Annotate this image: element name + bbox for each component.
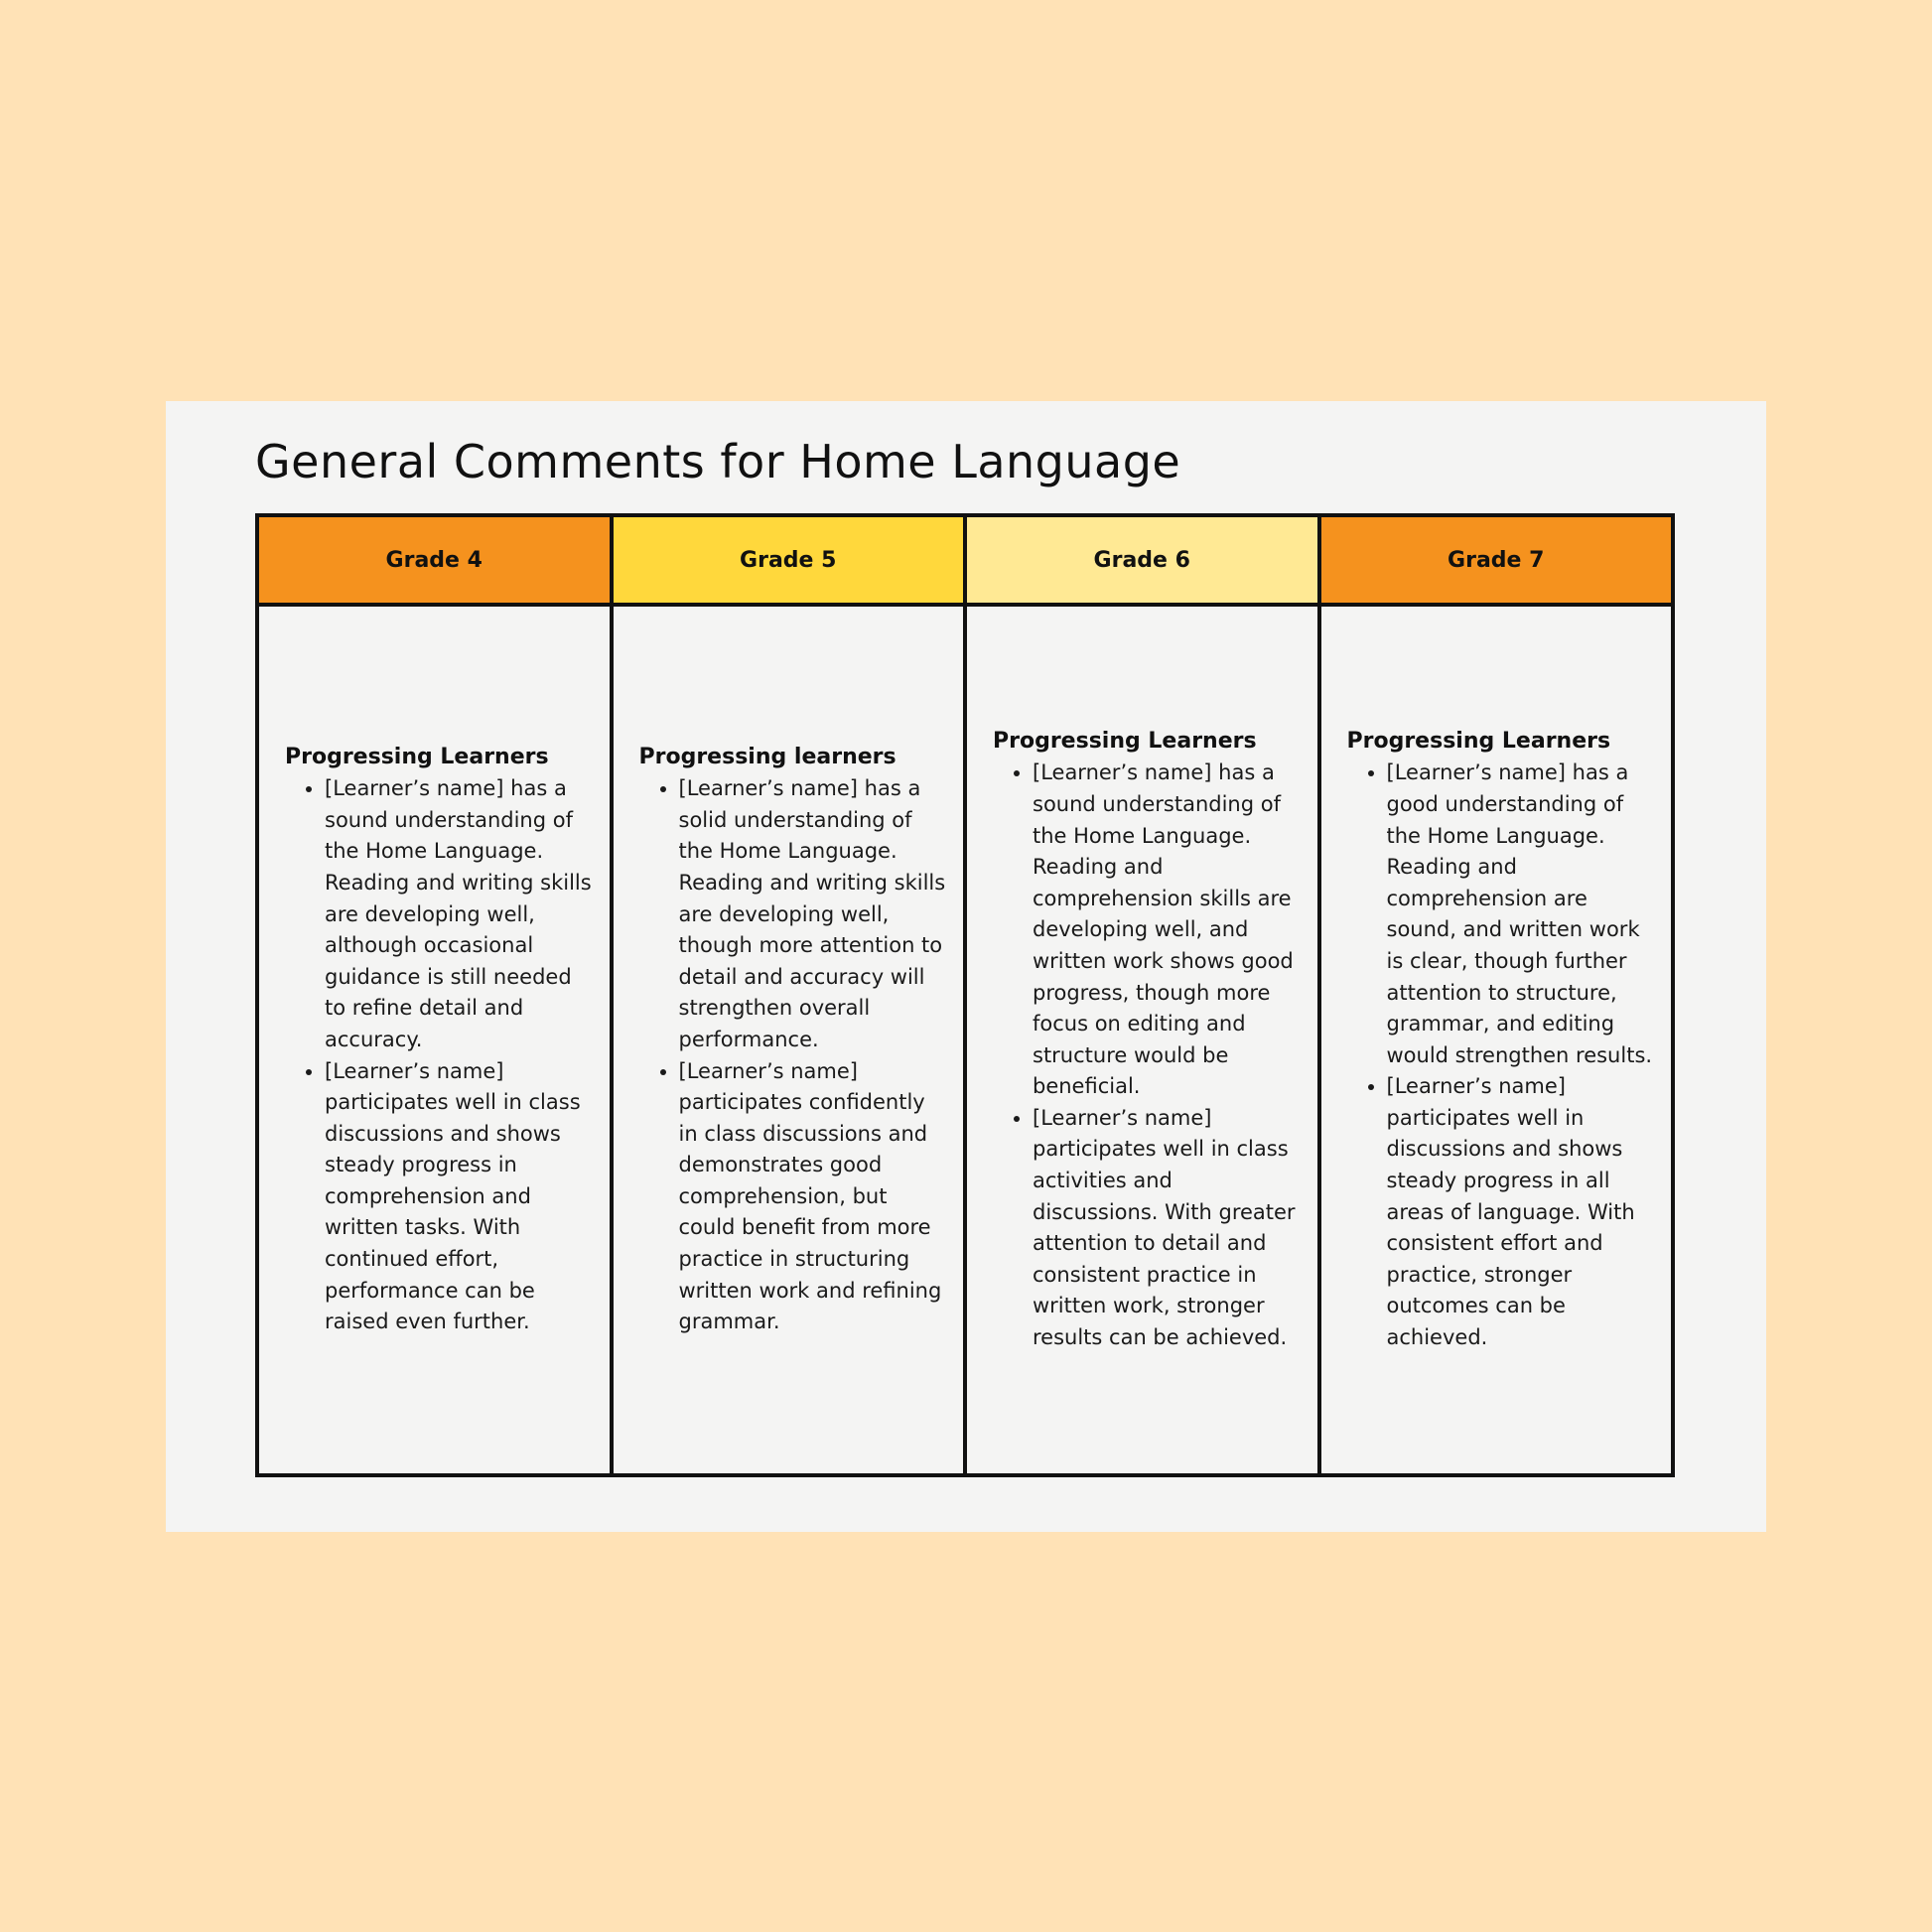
comment-item: • [Learner’s name] has a sound understanding of the Home Language. Reading and writing skills are developing well, although occasional guidance is still needed to refine detail and accuracy. (325, 773, 596, 1055)
comment-item: • [Learner’s name] participates confidently in class discussions and demonstrates good comprehension, but could benefit from more practice in structuring written work and refining grammar. (679, 1056, 950, 1338)
comment-item: • [Learner’s name] has a good understanding of the Home Language. Reading and comprehension are sound, and written work is clear, though further attention to structure, grammar, and editing would strengthen results. (1387, 758, 1658, 1071)
grade-header: Grade 7 (1321, 517, 1672, 607)
column-body (614, 607, 964, 1473)
page-title: General Comments for Home Language (255, 435, 1181, 488)
document-sheet (166, 401, 1766, 1532)
section-subtitle: Progressing learners (638, 745, 897, 770)
section-subtitle: Progressing Learners (1346, 729, 1611, 755)
column-body (1321, 607, 1672, 1473)
comment-item: • [Learner’s name] has a sound understanding of the Home Language. Reading and comprehension skills are developing well, and written work shows good progress, though more focus on editing and structure would be beneficial. (1033, 758, 1304, 1103)
section-subtitle: Progressing Learners (993, 729, 1257, 755)
comment-list (1347, 758, 1658, 1353)
grade-column (610, 517, 964, 1473)
comment-item: • [Learner’s name] participates well in class discussions and shows steady progress in comprehension and written tasks. With continued effort, performance can be raised even further. (325, 1056, 596, 1338)
comment-item: • [Learner’s name] participates well in discussions and shows steady progress in all areas of language. With consistent effort and practice, stronger outcomes can be achieved. (1387, 1071, 1658, 1353)
grade-header: Grade 4 (259, 517, 610, 607)
comment-list (285, 773, 596, 1338)
grade-column (963, 517, 1317, 1473)
column-body (259, 607, 610, 1473)
column-body (967, 607, 1317, 1473)
section-subtitle: Progressing Learners (285, 745, 549, 770)
grade-header: Grade 5 (614, 517, 964, 607)
grade-column (259, 517, 610, 1473)
comment-list (639, 773, 950, 1338)
grade-header: Grade 6 (967, 517, 1317, 607)
comment-item: • [Learner’s name] has a solid understanding of the Home Language. Reading and writing skills are developing well, though more attention to detail and accuracy will strengthen overall performance. (679, 773, 950, 1055)
grade-column (1317, 517, 1672, 1473)
comments-table (255, 513, 1675, 1477)
comment-item: • [Learner’s name] participates well in class activities and discussions. With greater attention to detail and consistent practice in written work, stronger results can be achieved. (1033, 1103, 1304, 1354)
comment-list (993, 758, 1304, 1353)
